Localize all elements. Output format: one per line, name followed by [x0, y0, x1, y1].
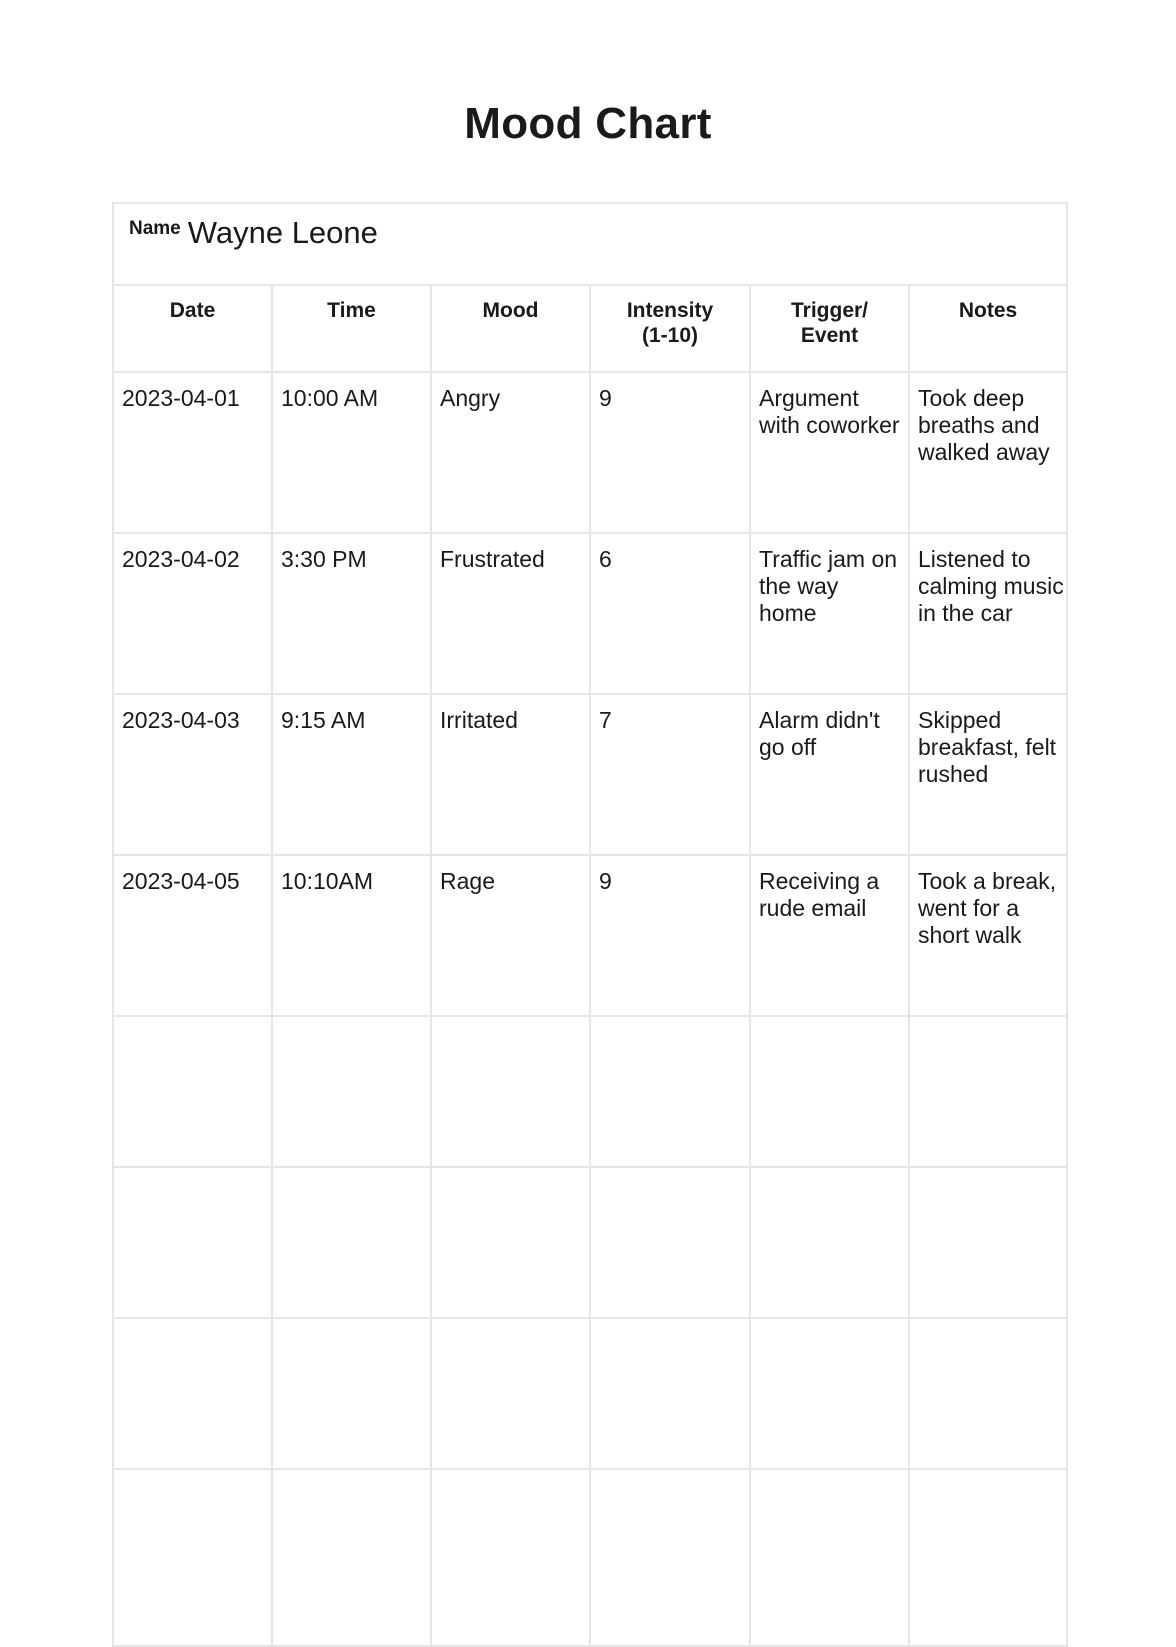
header-intensity-line1: Intensity [626, 299, 714, 322]
name-row [113, 203, 1067, 285]
cell-date[interactable]: 2023-04-05 [113, 855, 272, 1016]
empty-cell[interactable] [909, 1167, 1067, 1318]
cell-trigger[interactable]: Traffic jam on the way home [750, 533, 909, 694]
empty-cell[interactable] [113, 1469, 272, 1646]
empty-cell[interactable] [113, 1016, 272, 1167]
cell-date[interactable]: 2023-04-02 [113, 533, 272, 694]
table-row [113, 533, 1067, 694]
empty-cell[interactable] [431, 1167, 590, 1318]
cell-intensity[interactable]: 6 [590, 533, 750, 694]
empty-cell[interactable] [431, 1318, 590, 1469]
header-row [113, 285, 1067, 372]
header-trigger [750, 285, 909, 372]
cell-time[interactable]: 9:15 AM [272, 694, 431, 855]
cell-time[interactable]: 10:10AM [272, 855, 431, 1016]
cell-mood[interactable]: Irritated [431, 694, 590, 855]
cell-mood[interactable]: Frustrated [431, 533, 590, 694]
page-title: Mood Chart [464, 99, 712, 148]
empty-table-row [113, 1167, 1067, 1318]
cell-trigger[interactable]: Alarm didn't go off [750, 694, 909, 855]
empty-cell[interactable] [113, 1167, 272, 1318]
cell-date[interactable]: 2023-04-03 [113, 694, 272, 855]
empty-cell[interactable] [909, 1318, 1067, 1469]
header-intensity [590, 285, 750, 372]
cell-mood[interactable]: Angry [431, 372, 590, 533]
header-trigger-line1: Trigger/ [790, 299, 869, 322]
cell-notes[interactable]: Took deep breaths and walked away [909, 372, 1067, 533]
empty-cell[interactable] [750, 1469, 909, 1646]
empty-table-row [113, 1469, 1067, 1646]
empty-cell[interactable] [272, 1318, 431, 1469]
mood-chart-table [112, 202, 1068, 1647]
empty-cell[interactable] [431, 1016, 590, 1167]
table-row [113, 855, 1067, 1016]
name-cell[interactable] [113, 203, 1067, 285]
empty-cell[interactable] [590, 1318, 750, 1469]
empty-cell[interactable] [272, 1167, 431, 1318]
cell-notes[interactable]: Skipped breakfast, felt rushed [909, 694, 1067, 855]
empty-cell[interactable] [113, 1318, 272, 1469]
cell-intensity[interactable]: 9 [590, 855, 750, 1016]
empty-cell[interactable] [590, 1016, 750, 1167]
cell-notes[interactable]: Listened to calming music in the car [909, 533, 1067, 694]
empty-cell[interactable] [590, 1167, 750, 1318]
cell-intensity[interactable]: 9 [590, 372, 750, 533]
empty-table-row [113, 1318, 1067, 1469]
cell-trigger[interactable]: Argument with coworker [750, 372, 909, 533]
empty-cell[interactable] [431, 1469, 590, 1646]
cell-time[interactable]: 10:00 AM [272, 372, 431, 533]
empty-cell[interactable] [909, 1469, 1067, 1646]
header-intensity-line2: (1-10) [641, 324, 699, 347]
table-row [113, 694, 1067, 855]
empty-cell[interactable] [750, 1167, 909, 1318]
header-date: Date [113, 285, 272, 372]
empty-cell[interactable] [272, 1016, 431, 1167]
table-row [113, 372, 1067, 533]
empty-cell[interactable] [590, 1469, 750, 1646]
header-notes: Notes [909, 285, 1067, 372]
empty-cell[interactable] [750, 1016, 909, 1167]
cell-intensity[interactable]: 7 [590, 694, 750, 855]
header-time: Time [272, 285, 431, 372]
name-value[interactable]: Wayne Leone [187, 215, 378, 250]
empty-table-row [113, 1016, 1067, 1167]
cell-time[interactable]: 3:30 PM [272, 533, 431, 694]
cell-trigger[interactable]: Receiving a rude email [750, 855, 909, 1016]
name-label: Name [129, 218, 181, 239]
cell-notes[interactable]: Took a break, went for a short walk [909, 855, 1067, 1016]
header-mood: Mood [431, 285, 590, 372]
empty-cell[interactable] [272, 1469, 431, 1646]
empty-cell[interactable] [750, 1318, 909, 1469]
empty-cell[interactable] [909, 1016, 1067, 1167]
header-trigger-line2: Event [800, 324, 859, 347]
cell-date[interactable]: 2023-04-01 [113, 372, 272, 533]
cell-mood[interactable]: Rage [431, 855, 590, 1016]
